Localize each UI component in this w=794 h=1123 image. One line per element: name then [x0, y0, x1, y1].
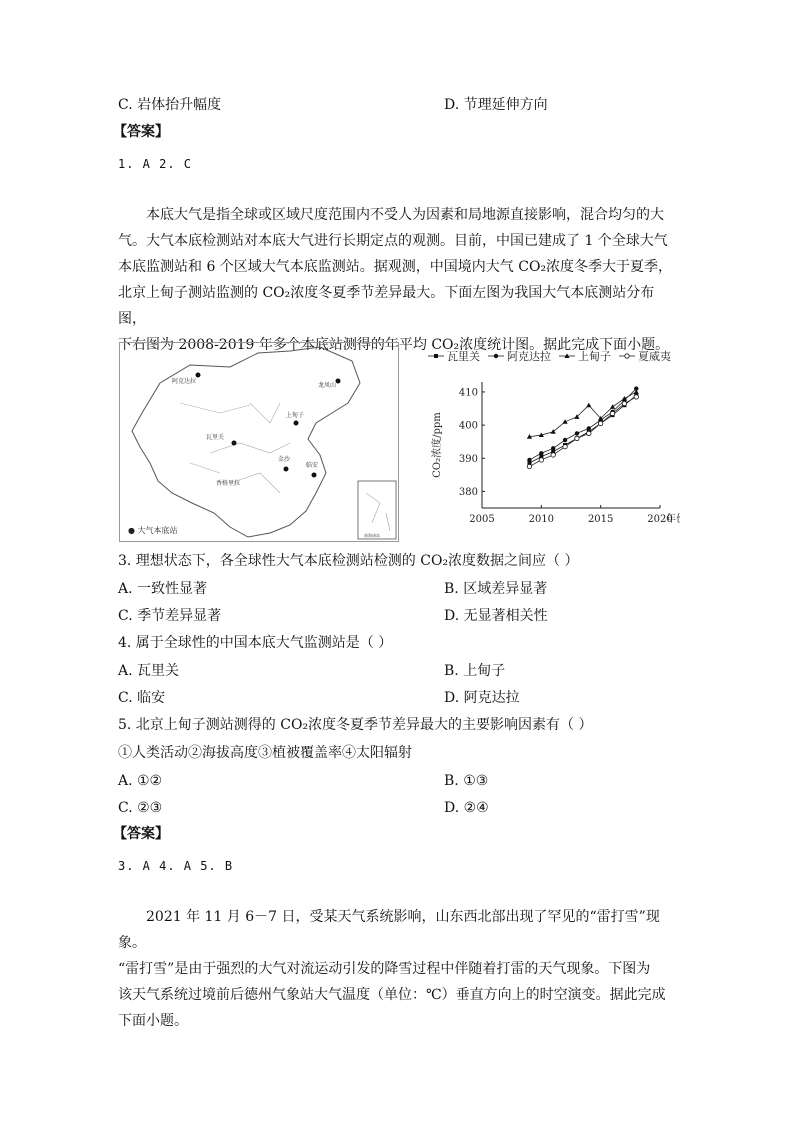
q3-option-a[interactable]: A. 一致性显著: [118, 581, 208, 597]
y-tick-label: 380: [458, 486, 478, 498]
data-point: [539, 458, 543, 462]
co2-chart-svg: [420, 342, 680, 542]
data-point: [598, 421, 602, 425]
option-d: D. 节理延伸方向: [444, 97, 548, 113]
passage-line: 下面小题。: [118, 1013, 188, 1029]
station-dot: [284, 467, 289, 472]
legend-entry: [619, 349, 671, 363]
q3-option-b[interactable]: B. 区域差异显著: [444, 581, 548, 597]
passage-line: 气。大气本底检测站对本底大气进行长期定点的观测。目前，中国已建成了 1 个全球大气: [118, 233, 668, 249]
station-label: 瓦里关: [206, 434, 225, 441]
station-label: 香格里拉: [216, 480, 241, 487]
data-point: [562, 419, 567, 424]
q4-option-a[interactable]: A. 瓦里关: [118, 663, 180, 679]
y-tick-label: 390: [458, 453, 478, 465]
data-point: [494, 354, 498, 358]
passage-intro: [118, 202, 678, 358]
station-label: 金沙: [278, 456, 291, 463]
x-tick-label: 2020: [647, 514, 673, 525]
passage-line: 北京上甸子测站监测的 CO₂浓度冬夏季节差异最大。下面左图为我国大气本底测站分布图，: [118, 285, 655, 327]
station-dot: [232, 441, 237, 446]
answer-heading: 【答案】: [113, 826, 169, 842]
series-circle: [527, 386, 638, 462]
series-line: [529, 389, 636, 460]
station-label: 龙凤山: [318, 382, 337, 389]
q3-option-d[interactable]: D. 无显著相关性: [444, 608, 548, 624]
q4-option-b[interactable]: B. 上甸子: [444, 663, 506, 679]
data-point: [575, 436, 579, 440]
data-point: [434, 354, 438, 358]
station-dot: [336, 379, 341, 384]
data-point: [625, 354, 629, 358]
station-label: 上甸子: [286, 412, 305, 419]
x-tick-label: 2010: [528, 514, 555, 525]
legend-label: 阿克达拉: [507, 350, 551, 363]
q5-option-d[interactable]: D. ②④: [444, 800, 489, 816]
passage-line: 本底大气是指全球或区域尺度范围内不受人为因素和局地源直接影响，混合均匀的大: [146, 207, 664, 223]
data-point: [551, 446, 555, 450]
data-point: [610, 411, 614, 415]
data-point: [563, 444, 567, 448]
series-square: [527, 393, 638, 465]
passage-line: 该天气系统过境前后德州气象站大气温度（单位：℃）垂直方向上的时空演变。据此完成: [118, 987, 666, 1003]
data-point: [622, 401, 626, 405]
map-legend: ● 大气本底站: [128, 526, 178, 535]
question-3-stem: 3. 理想状态下，各全球性大气本底检测站检测的 CO₂浓度数据之间应（ ）: [118, 553, 579, 569]
y-tick-label: 400: [458, 420, 478, 432]
q4-option-d[interactable]: D. 阿克达拉: [444, 690, 520, 706]
question-4-stem: 4. 属于全球性的中国本底大气监测站是（ ）: [118, 635, 393, 651]
answer-text: 1. A 2. C: [118, 157, 193, 171]
answer-text: 3. A 4. A 5. B: [118, 859, 234, 873]
legend-entry: [428, 350, 480, 363]
data-point: [563, 438, 567, 442]
legend-entry: [488, 349, 551, 363]
data-point: [527, 464, 531, 468]
q3-option-c[interactable]: C. 季节差异显著: [118, 608, 222, 624]
y-tick-label: 410: [458, 387, 478, 399]
co2-chart: [420, 342, 680, 542]
series-line: [529, 397, 636, 467]
legend-label: 夏威夷: [638, 350, 671, 363]
passage-line: “雷打雪”是由于强烈的大气对流运动引发的降雪过程中伴随着打雷的天气现象。下图为: [118, 961, 651, 977]
series-open-circle: [527, 395, 638, 469]
data-point: [539, 451, 543, 455]
station-map: [119, 342, 399, 542]
station-dot: [312, 473, 317, 478]
data-point: [610, 404, 615, 409]
station-label: 阿克达拉: [172, 378, 197, 385]
data-point: [586, 403, 591, 408]
station-dot: [294, 421, 299, 426]
china-map-outline: [120, 343, 398, 541]
q5-option-a[interactable]: A. ①②: [118, 773, 163, 789]
passage-line: 下右图为 2008-2019 年多个本底站测得的年平均 CO₂浓度统计图。据此完成下面小题。: [118, 337, 670, 353]
y-axis-label: CO₂浓度/ppm: [432, 412, 443, 478]
x-axis-label: 年: [666, 514, 676, 525]
data-point: [634, 395, 638, 399]
inset-label: 南海诸岛: [364, 533, 380, 538]
q5-option-c[interactable]: C. ②③: [118, 800, 163, 816]
station-dot: [196, 373, 201, 378]
station-label: 临安: [306, 462, 319, 469]
data-point: [527, 458, 531, 462]
q5-option-b[interactable]: B. ①③: [444, 773, 489, 789]
data-point: [551, 453, 555, 457]
q4-option-c[interactable]: C. 临安: [118, 690, 166, 706]
series-line: [529, 395, 636, 463]
legend-entry: [559, 349, 611, 363]
legend-label: 上甸子: [578, 350, 611, 363]
passage-line: 2021 年 11 月 6－7 日，受某天气系统影响，山东西北部出现了罕见的“雷打雪”现象。: [118, 909, 660, 951]
option-c: C. 岩体抬升幅度: [118, 97, 222, 113]
answer-heading: 【答案】: [113, 124, 169, 140]
series-line: [529, 392, 636, 437]
passage-weather: [118, 904, 678, 1034]
x-tick-label: 2015: [587, 514, 614, 525]
data-point: [575, 431, 579, 435]
passage-line: 本底监测站和 6 个区域大气本底监测站。据观测，中国境内大气 CO₂浓度冬季大于夏季，: [118, 259, 673, 275]
question-5-items: ①人类活动②海拔高度③植被覆盖率④太阳辐射: [118, 745, 412, 761]
data-point: [587, 431, 591, 435]
x-tick-label: 2005: [469, 514, 495, 525]
question-5-stem: 5. 北京上甸子测站测得的 CO₂浓度冬夏季节差异最大的主要影响因素有（ ）: [118, 717, 593, 733]
legend-label: 瓦里关: [447, 350, 480, 363]
data-point: [587, 426, 591, 430]
